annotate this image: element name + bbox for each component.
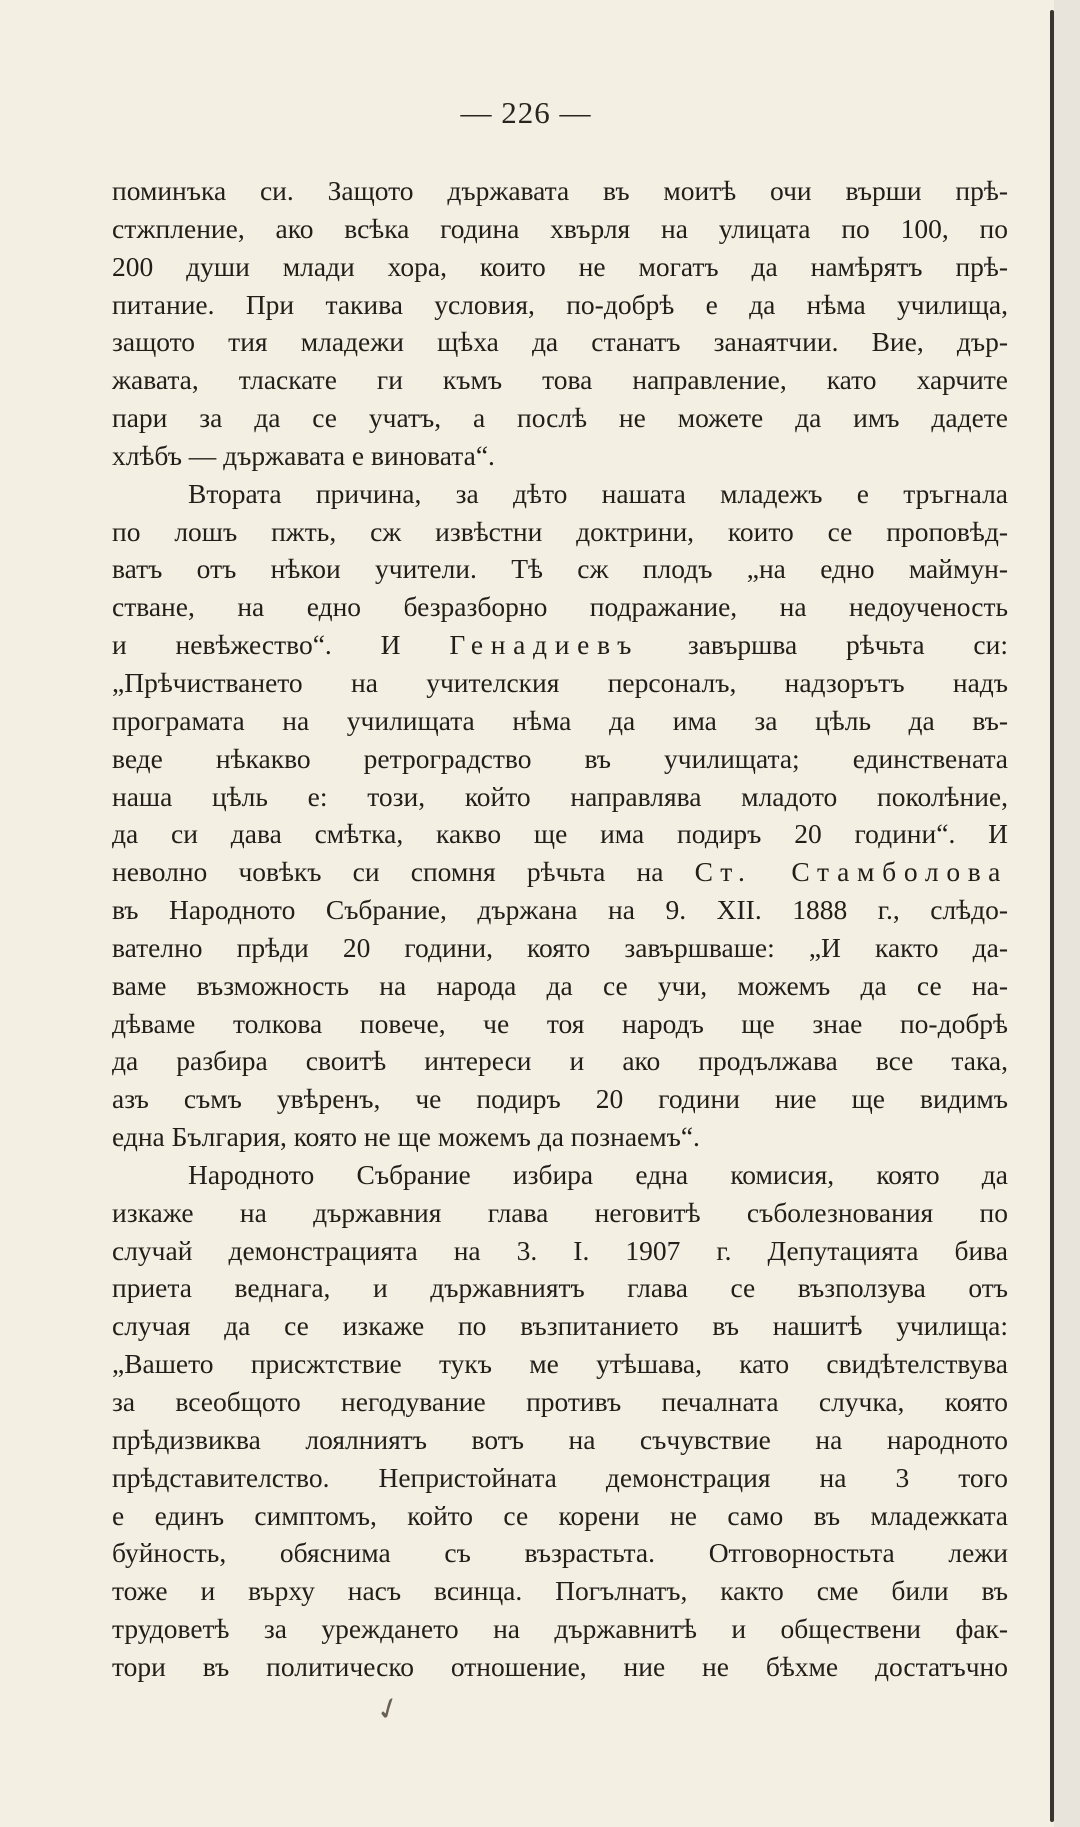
text-segment: завършва рѣчьта си:: [639, 629, 1008, 661]
text-line: защото тия младежи щѣха да станатъ занаятчии. Вие, дър-: [112, 326, 1008, 358]
text-line: азъ съмъ увѣренъ, че подиръ 20 години ние ще видимъ: [112, 1083, 1008, 1115]
text-line: да си дава смѣтка, какво ще има подиръ 20 години“. И: [112, 818, 1008, 850]
text-line: за всеобщото негодувание противъ печалната случка, която: [112, 1386, 1008, 1417]
text-line: прѣдставителство. Непристойната демонстрация на 3 того: [112, 1461, 1008, 1493]
text-line: веде нѣкакво ретроградство въ училищата; единствената: [112, 742, 1008, 774]
text-line: вателно прѣди 20 години, която завършваше: „И както да-: [112, 931, 1008, 963]
text-line: 200 души млади хора, които не могатъ да намѣрятъ прѣ-: [112, 250, 1008, 282]
text-line: случай демонстрацията на 3. I. 1907 г. Депутацията бива: [112, 1234, 1008, 1266]
text-line: трудоветѣ за уреждането на държавнитѣ и обществени фак-: [112, 1613, 1008, 1645]
person-name-genadiev: Генадиевъ: [449, 629, 639, 661]
text-line: изкаже на държавния глава неговитѣ съболезнования по: [112, 1196, 1008, 1228]
paragraph-start: Народното Събрание избира една комисия, която да: [188, 1158, 1008, 1190]
person-name-stambolov: Ст. Стамболова: [694, 856, 1009, 888]
text-line: [112, 626, 1008, 664]
body-text: [112, 172, 1008, 1686]
text-line: една България, която не ще можемъ да познаемъ“.: [112, 1121, 700, 1153]
text-line: „Прѣчистването на учителския персоналъ, надзорътъ надъ: [112, 666, 1008, 698]
text-line: програмата на училищата нѣма да има за цѣль да въ-: [112, 704, 1008, 736]
text-line: приета веднага, и държавниятъ глава се възползува отъ: [112, 1272, 1008, 1304]
text-line: [112, 853, 1008, 891]
text-line: въ Народното Събрание, държана на 9. XII. 1888 г., слѣдо-: [112, 894, 1008, 926]
pencil-mark-icon: ✓: [371, 1689, 407, 1730]
text-line: тори въ политическо отношение, ние не бѣхме достатъчно: [112, 1650, 1008, 1682]
page-number: — 226 —: [460, 95, 592, 130]
text-line: тоже и върху насъ всинца. Погълнатъ, както сме били въ: [112, 1575, 1008, 1607]
text-line: буйность, обяснима съ възрастьта. Отговорностьта лежи: [112, 1537, 1008, 1569]
text-line: наша цѣль е: този, който направлява младото поколѣние,: [112, 780, 1008, 812]
text-line: стване, на едно безразборно подражание, на недоученость: [112, 591, 1008, 623]
page-margin: [1054, 0, 1080, 1827]
text-line: стжпление, ако всѣка година хвърля на улицата по 100, по: [112, 212, 1008, 244]
text-line: ваме възможность на народа да се учи, можемъ да се на-: [112, 969, 1008, 1001]
paragraph-start: Втората причина, за дѣто нашата младежъ е тръгнала: [188, 477, 1008, 509]
text-line: да разбира своитѣ интереси и ако продължава все така,: [112, 1045, 1008, 1077]
page-edge: [1050, 10, 1054, 1822]
text-line: „Вашето присжтствие тукъ ме утѣшава, като свидѣтелствува: [112, 1348, 1008, 1380]
text-line: ватъ отъ нѣкои учители. Тѣ сж плодъ „на едно маймун-: [112, 553, 1008, 585]
text-line: пари за да се учатъ, а послѣ не можете да имъ дадете: [112, 402, 1008, 434]
text-line: случая да се изкаже по възпитанието въ нашитѣ училища:: [112, 1310, 1008, 1342]
text-segment: и невѣжество“. И: [112, 629, 450, 661]
text-line: по лошъ пжть, сж извѣстни доктрини, които се проповѣд-: [112, 515, 1008, 547]
text-segment: неволно човѣкъ си спомня рѣчьта на: [112, 856, 695, 888]
text-line: дѣваме толкова повече, че тоя народъ ще знае по-добрѣ: [112, 1007, 1008, 1039]
text-line: питание. При такива условия, по-добрѣ е да нѣма училища,: [112, 288, 1008, 320]
text-line: поминъка си. Защото държавата въ моитѣ очи върши прѣ-: [112, 175, 1008, 206]
text-line: прѣдизвиква лоялниятъ вотъ на съчувствие на народното: [112, 1423, 1008, 1455]
text-line: жавата, тласкате ги къмъ това направление, като харчите: [112, 364, 1008, 396]
text-line: хлѣбъ — държавата е виновата“.: [112, 439, 495, 471]
text-line: е единъ симптомъ, който се корени не само въ младежката: [112, 1499, 1008, 1531]
